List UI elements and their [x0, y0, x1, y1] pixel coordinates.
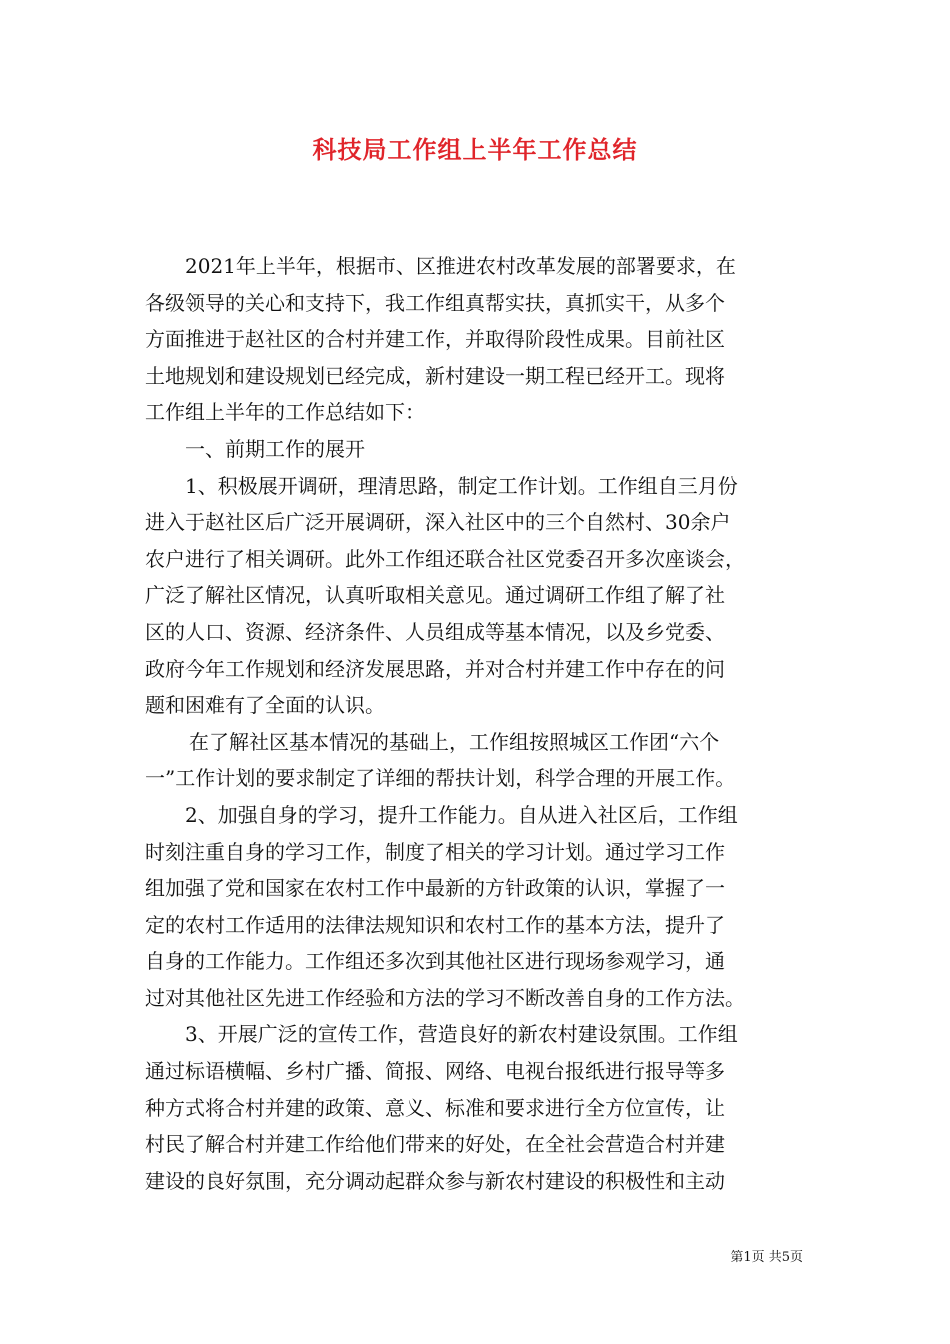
paragraph-line: 区的人口、资源、经济条件、人员组成等基本情况，以及乡党委、 — [145, 619, 725, 644]
paragraph-line: 建设的良好氛围，充分调动起群众参与新农村建设的积极性和主动 — [145, 1168, 725, 1193]
paragraph-line: 定的农村工作适用的法律法规知识和农村工作的基本方法，提升了 — [145, 912, 725, 937]
paragraph-line: 政府今年工作规划和经济发展思路，并对合村并建工作中存在的问 — [145, 656, 725, 681]
section-heading: 一、前期工作的展开 — [185, 436, 365, 461]
paragraph-line: 1、积极展开调研，理清思路，制定工作计划。工作组自三月份 — [185, 473, 738, 498]
paragraph-line: 组加强了党和国家在农村工作中最新的方针政策的认识，掌握了一 — [145, 876, 725, 901]
paragraph-line: 自身的工作能力。工作组还多次到其他社区进行现场参观学习，通 — [145, 949, 725, 974]
paragraph-line: 2、加强自身的学习，提升工作能力。自从进入社区后，工作组 — [185, 802, 738, 827]
document-title: 科技局工作组上半年工作总结 — [312, 135, 638, 164]
paragraph-line: 方面推进于赵社区的合村并建工作，并取得阶段性成果。目前社区 — [145, 327, 725, 352]
paragraph-line: 各级领导的关心和支持下，我工作组真帮实扶，真抓实干，从多个 — [145, 290, 725, 315]
paragraph-line: 村民了解合村并建工作给他们带来的好处，在全社会营造合村并建 — [145, 1132, 725, 1157]
paragraph-line: 种方式将合村并建的政策、意义、标准和要求进行全方位宣传，让 — [145, 1095, 725, 1120]
paragraph-line: 土地规划和建设规划已经完成，新村建设一期工程已经开工。现将 — [145, 363, 725, 388]
paragraph-line: 2021年上半年，根据市、区推进农村改革发展的部署要求，在 — [185, 254, 736, 278]
paragraph-line: 农户进行了相关调研。此外工作组还联合社区党委召开多次座谈会， — [145, 546, 745, 571]
page-number-footer: 第1页 共5页 — [730, 1250, 803, 1265]
paragraph-line: 过对其他社区先进工作经验和方法的学习不断改善自身的工作方法。 — [145, 985, 745, 1010]
paragraph-line: 在了解社区基本情况的基础上，工作组按照城区工作团“六个 — [189, 729, 720, 754]
paragraph-line: 通过标语横幅、乡村广播、简报、网络、电视台报纸进行报导等多 — [145, 1059, 725, 1084]
paragraph-line: 题和困难有了全面的认识。 — [145, 693, 385, 718]
paragraph-line: 3、开展广泛的宣传工作，营造良好的新农村建设氛围。工作组 — [185, 1022, 738, 1047]
paragraph-line: 广泛了解社区情况，认真听取相关意见。通过调研工作组了解了社 — [145, 583, 725, 608]
paragraph-line: 时刻注重自身的学习工作，制度了相关的学习计划。通过学习工作 — [145, 839, 725, 864]
paragraph-line: 一”工作计划的要求制定了详细的帮扶计划，科学合理的开展工作。 — [145, 766, 736, 791]
paragraph-line: 进入于赵社区后广泛开展调研，深入社区中的三个自然村、30余户 — [145, 510, 731, 535]
paragraph-line: 工作组上半年的工作总结如下： — [145, 400, 425, 425]
document-body — [145, 248, 815, 1199]
